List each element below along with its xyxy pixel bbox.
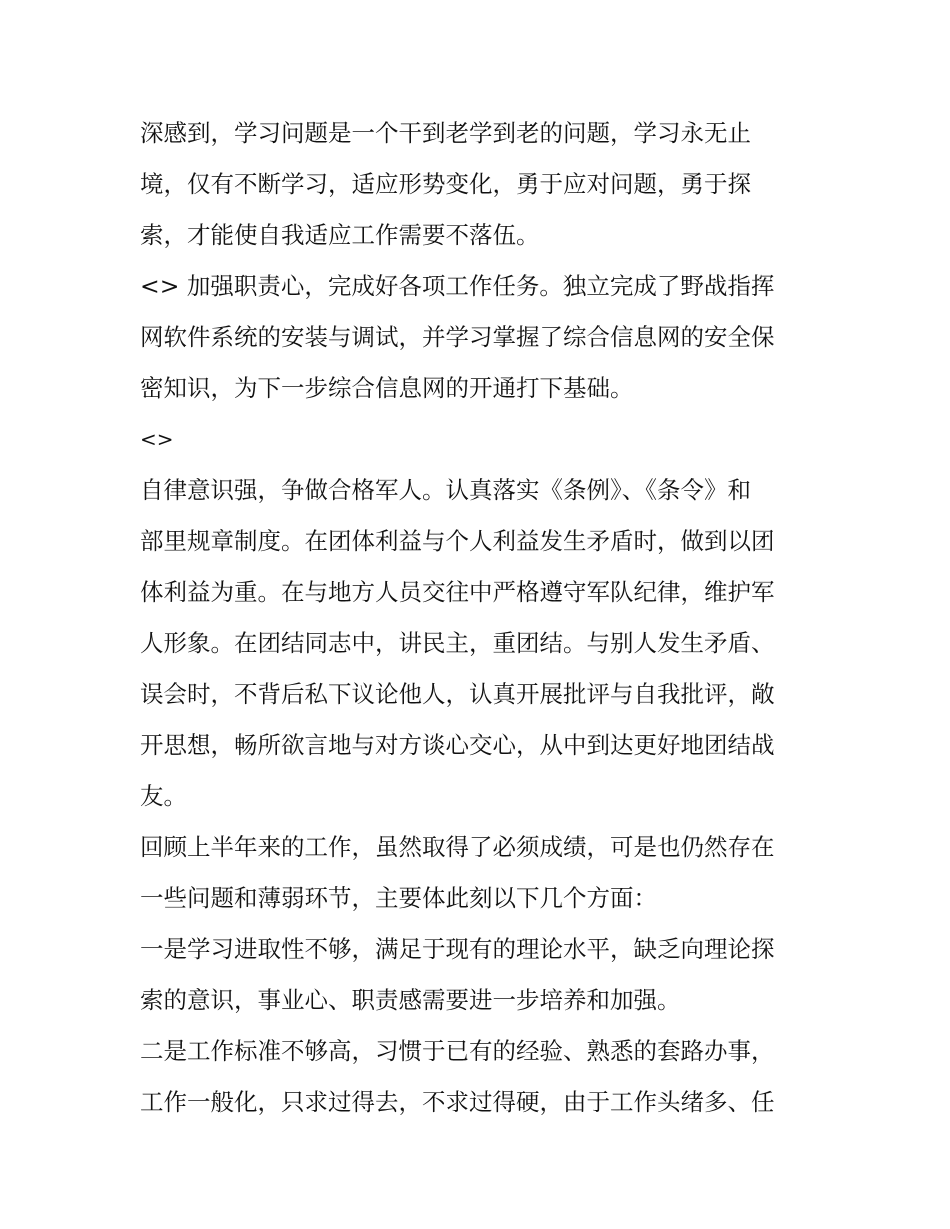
- text-line: 境，仅有不断学习，适应形势变化，勇于应对问题，勇于探: [140, 170, 751, 198]
- text-line: 自律意识强，争做合格军人。认真落实《条例》、《条令》和: [140, 476, 751, 504]
- text-line: 误会时，不背后私下议论他人，认真开展批评与自我批评，敞: [140, 680, 775, 708]
- text-line: 体利益为重。在与地方人员交往中严格遵守军队纪律，维护军: [140, 578, 775, 606]
- text-line: 索，才能使自我适应工作需要不落伍。: [140, 221, 540, 249]
- text-line: 部里规章制度。在团体利益与个人利益发生矛盾时，做到以团: [140, 527, 775, 555]
- text-line: 开思想，畅所欲言地与对方谈心交心，从中到达更好地团结战: [140, 731, 775, 759]
- text-line: 索的意识，事业心、职责感需要进一步培养和加强。: [140, 986, 681, 1014]
- text-line: 网软件系统的安装与调试，并学习掌握了综合信息网的安全保: [140, 323, 775, 351]
- text-line: 一是学习进取性不够，满足于现有的理论水平，缺乏向理论探: [140, 935, 775, 963]
- text-line: 友。: [140, 782, 187, 810]
- text-line: 深感到，学习问题是一个干到老学到老的问题，学习永无止: [140, 119, 751, 147]
- text-line: 工作一般化，只求过得去，不求过得硬，由于工作头绪多、任: [140, 1088, 775, 1116]
- text-line: <>: [140, 427, 174, 451]
- text-line: 人形象。在团结同志中，讲民主，重团结。与别人发生矛盾、: [140, 629, 775, 657]
- text-line: <> 加强职责心，完成好各项工作任务。独立完成了野战指挥: [140, 272, 775, 300]
- text-line: 二是工作标准不够高，习惯于已有的经验、熟悉的套路办事，: [140, 1037, 775, 1065]
- text-line: 一些问题和薄弱环节，主要体此刻以下几个方面：: [140, 884, 657, 912]
- text-line: 密知识，为下一步综合信息网的开通打下基础。: [140, 374, 634, 402]
- document-body: [140, 108, 812, 1128]
- text-line: 回顾上半年来的工作，虽然取得了必须成绩，可是也仍然存在: [140, 833, 775, 861]
